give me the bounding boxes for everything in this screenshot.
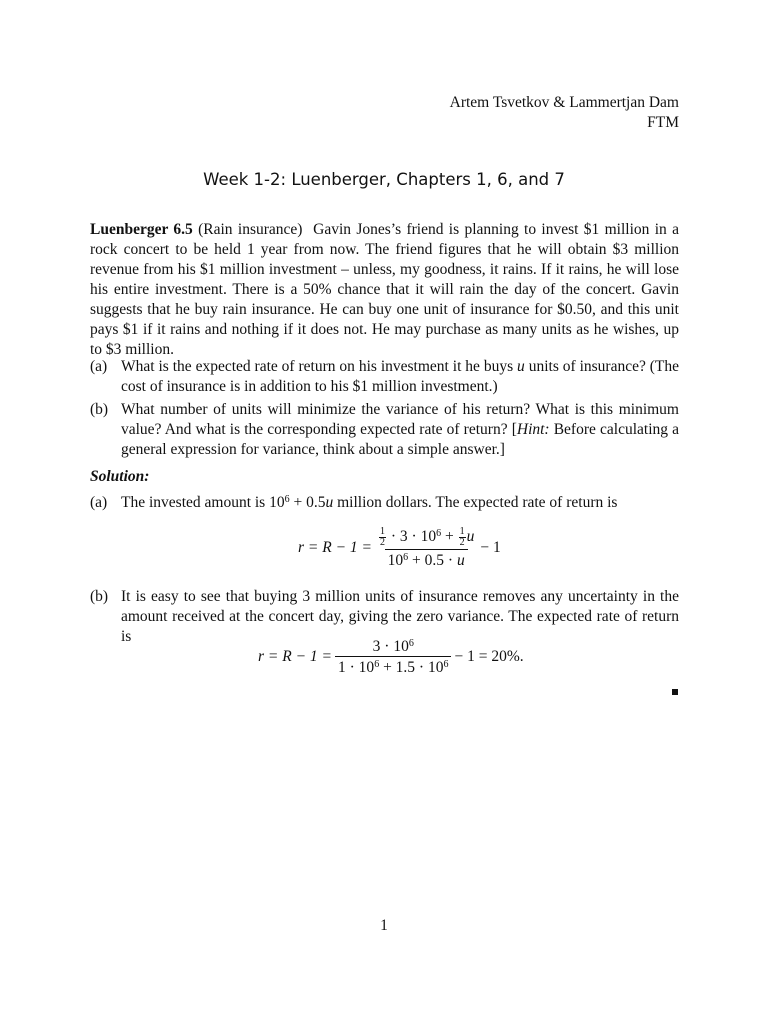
question-a-var: u — [517, 358, 525, 375]
solution-a-text-pre: The invested amount is 10 — [121, 494, 285, 511]
equation-b-den-b: + 1.5 · 10 — [383, 659, 444, 676]
numerator-plus: + — [444, 528, 454, 546]
numerator-mid: · 3 · 10 — [390, 528, 437, 546]
solution-b-label: (b) — [90, 588, 109, 605]
half-fraction-2 — [459, 527, 466, 548]
solution-b-text: It is easy to see that buying 3 million units of insurance removes any uncertainty in the amount received at the concert day, giving the zero variance. The expected rate of return is — [121, 588, 679, 645]
equation-b-num-text: 3 · 10 — [372, 638, 409, 655]
question-a-label: (a) — [90, 358, 108, 375]
equation-b-lhs: r = R − 1 = — [258, 648, 333, 665]
equation-b-den-a-sup: 6 — [374, 659, 380, 670]
half-den: 2 — [380, 537, 386, 548]
solution-heading: Solution: — [90, 468, 150, 485]
equation-b-den-a: 1 · 10 — [338, 659, 375, 676]
solution-a-text-mid: + 0.5 — [289, 494, 326, 511]
problem-ref: Luenberger 6.5 — [90, 221, 193, 238]
equation-a — [298, 527, 501, 569]
solution-a-text-post: million dollars. The expected rate of return is — [333, 494, 618, 511]
page-title: Week 1-2: Luenberger, Chapters 1, 6, and 7 — [203, 170, 565, 189]
equation-b-denominator — [335, 656, 451, 676]
equation-b — [258, 638, 524, 676]
problem-topic: (Rain insurance) — [198, 221, 303, 238]
solution-a — [90, 493, 679, 513]
page-number: 1 — [380, 917, 388, 934]
question-b-hint: Hint: — [516, 421, 550, 438]
question-a-post: units of insurance? (The cost of insurance is in addition to his $1 million investment.) — [121, 358, 680, 395]
half-fraction — [379, 527, 386, 548]
author-block — [450, 93, 679, 133]
equation-a-numerator — [375, 527, 477, 549]
equation-b-fraction — [335, 638, 451, 676]
equation-a-rhs: − 1 — [480, 539, 501, 556]
denominator-base: 10 — [387, 552, 404, 569]
half-num: 1 — [380, 526, 386, 537]
equation-b-num-sup: 6 — [408, 638, 414, 649]
numerator-sup: 6 — [436, 528, 442, 540]
question-b — [90, 400, 679, 460]
course-name: FTM — [647, 114, 679, 131]
qed-square-icon — [672, 689, 678, 695]
question-b-label: (b) — [90, 401, 109, 418]
question-b-post: Before calculating a general expression for variance, think about a simple answer.] — [121, 421, 680, 458]
problem-statement — [90, 220, 679, 360]
solution-a-sup: 6 — [284, 494, 290, 505]
equation-a-denominator — [385, 549, 468, 569]
problem-text: Gavin Jones’s friend is planning to invest $1 million in a rock concert to be held 1 year from now. The friend figures that he will obtain $3 million revenue from his $1 million investment – unless, my goodness, it rains. If it rains, he will lose his entire investment. There is a 50% chance that it will rain the day of the concert. Gavin suggests that he buy rain insurance. He can buy one unit of insurance for $0.50, and this unit pays $1 if it rains and nothing if it does not. He may purchase as many units as he wishes, up to $3 million. — [90, 221, 679, 358]
denominator-post: + 0.5 · — [412, 552, 454, 569]
author-names: Artem Tsvetkov & Lammertjan Dam — [449, 94, 679, 111]
question-a-pre: What is the expected rate of return on his investment it he buys — [121, 358, 514, 375]
numerator-var: u — [466, 528, 475, 546]
equation-b-rhs: − 1 = 20%. — [454, 648, 524, 665]
denominator-var: u — [456, 552, 465, 569]
half-num-2: 1 — [459, 526, 465, 537]
equation-b-numerator — [370, 638, 417, 656]
denominator-sup: 6 — [403, 552, 409, 563]
solution-a-var: u — [325, 494, 334, 511]
question-b-pre: What number of units will minimize the variance of his return? What is this minimum value? And what is the corresponding expected rate of return? [ — [121, 401, 679, 438]
question-a — [90, 357, 679, 397]
equation-a-fraction — [375, 527, 477, 569]
equation-a-lhs: r = R − 1 = — [298, 539, 373, 556]
equation-b-den-b-sup: 6 — [443, 659, 449, 670]
half-den-2: 2 — [459, 537, 465, 548]
solution-a-label: (a) — [90, 494, 108, 511]
